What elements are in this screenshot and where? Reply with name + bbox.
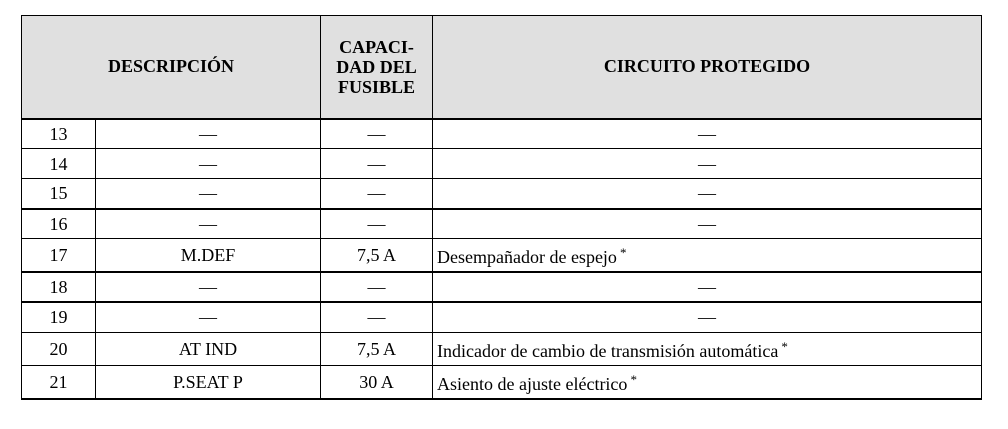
fuse-description: M.DEF (96, 239, 321, 273)
fuse-number: 16 (22, 209, 96, 239)
fuse-description: — (96, 302, 321, 332)
fuse-table (21, 15, 982, 400)
header-capacity-line-1: CAPACI- (339, 36, 414, 57)
fuse-number: 15 (22, 179, 96, 209)
header-capacity-line-2: DAD DEL (336, 56, 417, 77)
fuse-description: — (96, 119, 321, 149)
table-row (22, 302, 982, 332)
footnote-asterisk: * (630, 371, 637, 387)
fuse-capacity: 7,5 A (321, 239, 433, 273)
fuse-circuit: — (433, 272, 982, 302)
table-row (22, 149, 982, 179)
fuse-capacity: — (321, 209, 433, 239)
fuse-circuit: — (433, 209, 982, 239)
fuse-circuit-text: Asiento de ajuste eléctrico (437, 373, 628, 394)
fuse-capacity: — (321, 272, 433, 302)
fuse-description: — (96, 179, 321, 209)
header-row (22, 16, 982, 119)
fuse-circuit: — (433, 149, 982, 179)
fuse-capacity: — (321, 179, 433, 209)
fuse-circuit: — (433, 119, 982, 149)
fuse-number: 19 (22, 302, 96, 332)
fuse-description: — (96, 272, 321, 302)
fuse-capacity: — (321, 149, 433, 179)
footnote-asterisk: * (619, 245, 627, 260)
table-row (22, 332, 982, 365)
fuse-circuit (433, 239, 982, 273)
header-capacity-line-3: FUSIBLE (337, 76, 416, 97)
table-row (22, 272, 982, 302)
fuse-description: — (96, 209, 321, 239)
header-description: DESCRIPCIÓN (22, 16, 321, 119)
fuse-circuit: — (433, 302, 982, 332)
fuse-capacity: — (321, 302, 433, 332)
fuse-description: AT IND (96, 332, 321, 365)
header-circuit: CIRCUITO PROTEGIDO (433, 16, 982, 119)
footnote-asterisk: * (781, 338, 788, 354)
fuse-capacity: — (321, 119, 433, 149)
fuse-number: 14 (22, 149, 96, 179)
table-row (22, 119, 982, 149)
table-row (22, 209, 982, 239)
table-row (22, 179, 982, 209)
fuse-circuit: — (433, 179, 982, 209)
table-row (22, 239, 982, 273)
fuse-number: 13 (22, 119, 96, 149)
fuse-description: P.SEAT P (96, 365, 321, 399)
fuse-number: 17 (22, 239, 96, 273)
fuse-circuit (433, 332, 982, 365)
fuse-number: 20 (22, 332, 96, 365)
header-capacity (321, 16, 433, 119)
fuse-circuit (433, 365, 982, 399)
fuse-number: 21 (22, 365, 96, 399)
fuse-description: — (96, 149, 321, 179)
fuse-circuit-text: Desempañador de espejo (437, 247, 617, 267)
fuse-capacity: 7,5 A (321, 332, 433, 365)
fuse-circuit-text: Indicador de cambio de transmisión automática (437, 340, 779, 361)
fuse-capacity: 30 A (321, 365, 433, 399)
table-row (22, 365, 982, 399)
fuse-number: 18 (22, 272, 96, 302)
